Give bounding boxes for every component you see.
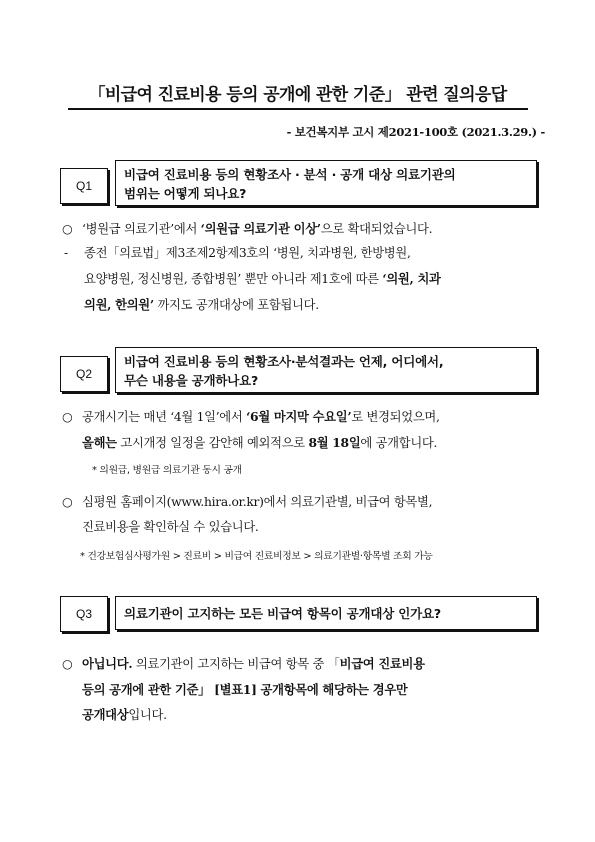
q1-question-line1: 비급여 진료비용 등의 현황조사 · 분석 · 공개 대상 의료기관의	[124, 167, 456, 182]
q2-note-1: * 의원급, 병원급 의료기관 동시 공개	[92, 465, 242, 476]
dash-bullet-icon: -	[64, 246, 68, 260]
q1-question-box	[115, 160, 537, 206]
page-title: 「비급여 진료비용 등의 공개에 관한 기준」 관련 질의응답	[88, 85, 507, 105]
q2-question-box	[115, 347, 537, 393]
q2-answer-2: ○ 심평원 홈페이지(www.hira.or.kr)에서 의료기관별, 비급여 항목별, 진료비용을 확인하실 수 있습니다.	[62, 490, 552, 540]
q3-question-box	[115, 596, 537, 630]
q1-answer-2: - 종전「의료법」제3조제2항제3호의 ‘병원, 치과병원, 한방병원, 요양병원, 정신병원, 종합병원’ 뿐만 아니라 제1호에 따른 ‘의원, 치과 의원, 한의원’ 까지도 공개대상에 포함됩니다.	[64, 241, 544, 318]
q2-note-2: * 건강보험심사평가원 > 진료비 > 비급여 진료비정보 > 의료기관별·항목별 조회 가능	[80, 551, 433, 562]
page-subtitle: - 보건복지부 고시 제2021-100호 (2021.3.29.) -	[286, 125, 545, 139]
q2-question-line2: 무슨 내용을 공개하나요?	[124, 373, 259, 388]
q1-question-line2: 범위는 어떻게 되나요?	[124, 186, 247, 201]
circle-bullet-icon: ○	[62, 222, 73, 236]
circle-bullet-icon: ○	[62, 657, 73, 671]
q3-number-box: Q3	[60, 596, 108, 632]
q1-number-box: Q1	[60, 168, 108, 204]
q2-number-box: Q2	[60, 356, 108, 392]
q2-question-line1: 비급여 진료비용 등의 현황조사·분석결과는 언제, 어디에서,	[124, 354, 444, 369]
q3-question: 의료기관이 고지하는 모든 비급여 항목이 공개대상 인가요?	[124, 606, 441, 621]
q3-answer-1: ○ 아닙니다. 의료기관이 고지하는 비급여 항목 중 「비급여 진료비용 등의 공개에 관한 기준」 [별표1] 공개항목에 해당하는 경우만 공개대상입니다.	[62, 651, 552, 728]
circle-bullet-icon: ○	[62, 410, 73, 424]
title-underline	[68, 108, 528, 110]
q2-answer-1: ○ 공개시기는 매년 ‘4월 1일’에서 ‘6월 마지막 수요일’로 변경되었으며, 올해는 고시개정 일정을 감안해 예외적으로 8월 18일에 공개합니다.	[62, 404, 552, 456]
circle-bullet-icon: ○	[62, 495, 73, 509]
q1-answer-1: ○ ‘병원급 의료기관’에서 ‘의원급 의료기관 이상’으로 확대되었습니다.	[62, 216, 542, 242]
